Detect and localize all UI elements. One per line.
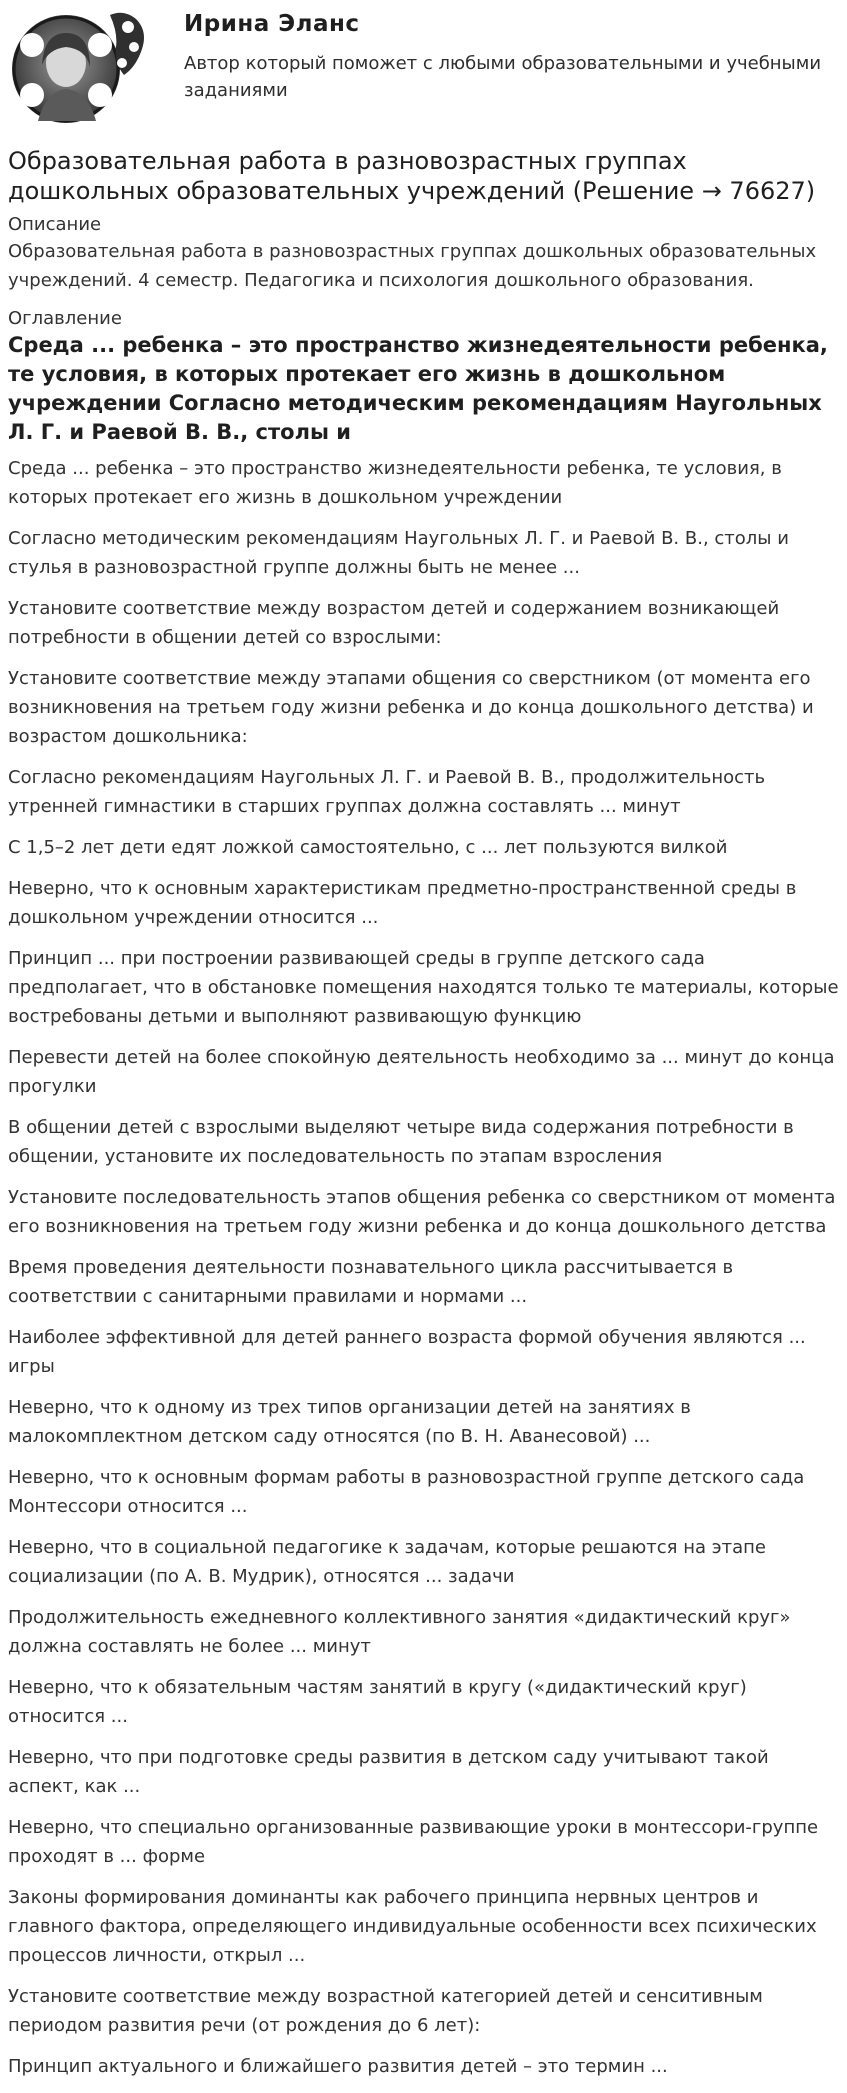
question-item: С 1,5–2 лет дети едят ложкой самостоятельно, с ... лет пользуются вилкой xyxy=(8,837,728,858)
question-item: Установите соответствие между этапами общения со сверстником (от момента его возникновения на третьем году жизни ребенка и до конца дошкольного детства) и возрастом дошкольника: xyxy=(8,668,814,747)
question-item: Принцип ... при построении развивающей среды в группе детского сада предполагает, что в обстановке помещения находятся только те материалы, которые востребованы детьми и выполняют развивающую функцию xyxy=(8,948,839,1027)
question-item: Наиболее эффективной для детей раннего возраста формой обучения являются ... игры xyxy=(8,1327,806,1377)
author-name: Ирина Эланс xyxy=(184,11,360,37)
question-item: Неверно, что к одному из трех типов организации детей на занятиях в малокомплектном детском саду относятся (по В. Н. Аванесовой) ... xyxy=(8,1397,691,1447)
question-item: Время проведения деятельности познавательного цикла рассчитывается в соответствии с санитарными правилами и нормами ... xyxy=(8,1257,734,1307)
author-card xyxy=(0,0,847,130)
question-item: Установите последовательность этапов общения ребенка со сверстником от момента его возникновения на третьем году жизни ребенка и до конца дошкольного детства xyxy=(8,1187,836,1237)
question-item: Продолжительность ежедневного коллективного занятия «дидактический круг» должна составлять не более ... минут xyxy=(8,1607,791,1657)
main-content xyxy=(8,146,840,2093)
description-label: Описание xyxy=(8,214,102,235)
author-description: Автор который поможет с любыми образовательными и учебными заданиями xyxy=(184,53,822,101)
question-item: В общении детей с взрослыми выделяют четыре вида содержания потребности в общении, установите их последовательность по этапам взросления xyxy=(8,1117,794,1167)
description-text: Образовательная работа в разновозрастных группах дошкольных образовательных учреждений. 4 семестр. Педагогика и психология дошкольного образования. xyxy=(8,241,817,291)
question-item: Согласно рекомендациям Наугольных Л. Г. и Раевой В. В., продолжительность утренней гимнастики в старших группах должна составлять ... минут xyxy=(8,767,766,817)
question-item: Неверно, что при подготовке среды развития в детском саду учитывают такой аспект, как ... xyxy=(8,1747,769,1797)
toc-heading: Среда ... ребенка – это пространство жизнедеятельности ребенка, те условия, в которых протекает его жизнь в дошкольном учреждении Согласно методическим рекомендациям Наугольных Л. Г. и Раевой В. В., столы и xyxy=(8,333,828,444)
question-item: Неверно, что специально организованные развивающие уроки в монтессори-группе проходят в ... форме xyxy=(8,1817,819,1867)
question-item: Неверно, что к обязательным частям занятий в кругу («дидактический круг) относится ... xyxy=(8,1677,747,1727)
question-item: Установите соответствие между возрастом детей и содержанием возникающей потребности в общении детей со взрослыми: xyxy=(8,598,780,648)
question-item: Перевести детей на более спокойную деятельность необходимо за ... минут до конца прогулки xyxy=(8,1047,835,1097)
question-item: Неверно, что в социальной педагогике к задачам, которые решаются на этапе социализации (по А. В. Мудрик), относятся ... задачи xyxy=(8,1537,766,1587)
question-item: Законы формирования доминанты как рабочего принципа нервных центров и главного фактора, определяющего индивидуальные особенности всех психических процессов личности, открыл ... xyxy=(8,1887,817,1966)
question-item: Неверно, что к основным формам работы в разновозрастной группе детского сада Монтессори относится ... xyxy=(8,1467,805,1517)
question-item: Среда ... ребенка – это пространство жизнедеятельности ребенка, те условия, в которых протекает его жизнь в дошкольном учреждении xyxy=(8,458,782,508)
question-item: Согласно методическим рекомендациям Наугольных Л. Г. и Раевой В. В., столы и стулья в разновозрастной группе должны быть не менее ... xyxy=(8,528,789,578)
author-avatar xyxy=(6,5,154,127)
toc-label: Оглавление xyxy=(8,308,122,329)
questions-list xyxy=(8,454,840,2081)
question-item: Неверно, что к основным характеристикам предметно-пространственной среды в дошкольном учреждении относится ... xyxy=(8,878,797,928)
question-item: Установите соответствие между возрастной категорией детей и сенситивным периодом развития речи (от рождения до 6 лет): xyxy=(8,1986,763,2036)
question-item: Принцип актуального и ближайшего развития детей – это термин ... xyxy=(8,2056,668,2077)
page-title: Образовательная работа в разновозрастных группах дошкольных образовательных учреждений (Решение → 76627) xyxy=(8,147,816,205)
